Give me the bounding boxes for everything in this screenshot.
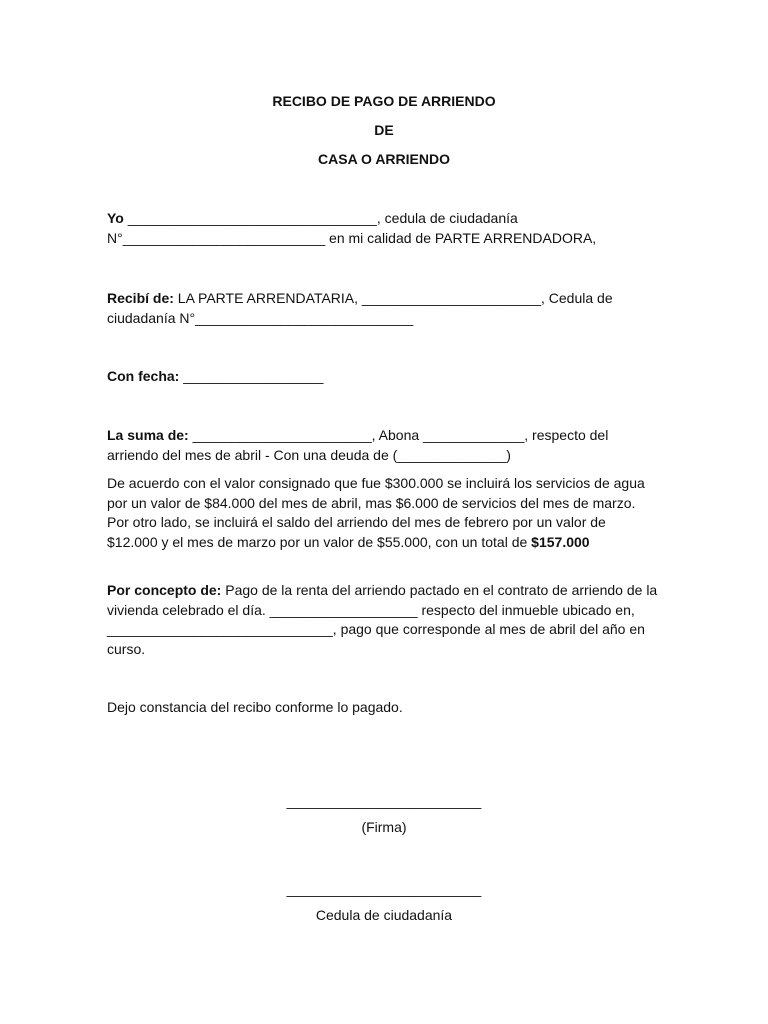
paragraph-suma bbox=[107, 426, 659, 465]
text-concepto: Pago de la renta del arriendo pactado en el contrato de arriendo de la vivienda celebrado el día. ___________________ respecto del inmueble ubicado en, _____________________________, pago que corresponde al mes de abril del año en curso. bbox=[107, 582, 658, 657]
label-suma: La suma de: bbox=[107, 427, 189, 443]
label-concepto: Por concepto de: bbox=[107, 582, 222, 598]
paragraph-acuerdo bbox=[107, 474, 659, 552]
id-line: _________________________ bbox=[286, 881, 482, 897]
label-yo: Yo bbox=[107, 210, 124, 226]
title-line-3: CASA O ARRIENDO bbox=[318, 151, 450, 167]
paragraph-fecha bbox=[107, 367, 659, 387]
paragraph-yo bbox=[107, 209, 659, 248]
text-acuerdo: De acuerdo con el valor consignado que fue $300.000 se incluirá los servicios de agua por un valor de $84.000 del mes de abril, mas $6.000 de servicios del mes de marzo. Por otro lado, se incluirá el saldo del arriendo del mes de febrero por un valor de $12.000 y el mes de marzo por un valor de $55.000, con un total de bbox=[107, 475, 645, 550]
signature-line: _________________________ bbox=[286, 793, 482, 809]
paragraph-constancia: Dejo constancia del recibo conforme lo pagado. bbox=[107, 699, 403, 715]
text-fecha: __________________ bbox=[179, 368, 324, 384]
text-recibi: LA PARTE ARRENDATARIA, _______________________, Cedula de ciudadanía N°____________________________ bbox=[107, 290, 613, 326]
signature-label: (Firma) bbox=[361, 819, 407, 835]
text-yo: ________________________________, cedula de ciudadanía N°__________________________ en mi calidad de PARTE ARRENDADORA, bbox=[107, 210, 597, 246]
paragraph-concepto bbox=[107, 581, 659, 659]
title-line-1: RECIBO DE PAGO DE ARRIENDO bbox=[272, 93, 496, 109]
id-label: Cedula de ciudadanía bbox=[315, 907, 453, 923]
total-amount: $157.000 bbox=[531, 533, 590, 550]
label-recibi: Recibí de: bbox=[107, 290, 174, 306]
label-fecha: Con fecha: bbox=[107, 368, 180, 384]
paragraph-recibi bbox=[107, 289, 659, 328]
text-suma: _______________________, Abona _____________, respecto del arriendo del mes de abril - Con una deuda de (______________) bbox=[107, 427, 609, 463]
title-line-2: DE bbox=[374, 122, 394, 138]
